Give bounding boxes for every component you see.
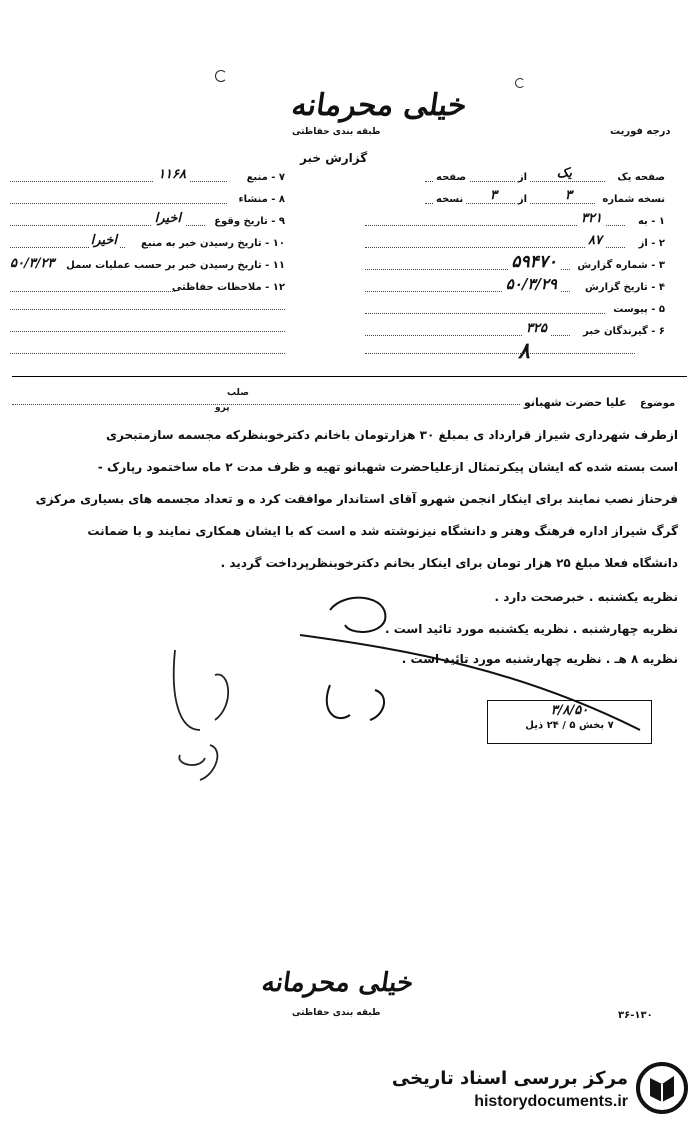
right-field-row: ۳ - شماره گزارش ۵۹۴۷۰ <box>365 256 665 278</box>
right-field-row: ۵ - پیوست <box>365 300 665 322</box>
body-line: گرگ شیراز اداره فرهنگ وهنر و دانشگاه نیزنوشته شد ه است که با ایشان همکاری نمایند و با ضمانت <box>87 524 678 538</box>
report-date-value: ۵۰/۳/۲۹ <box>503 275 560 293</box>
left-field-row: ۱۰ - تاریخ رسیدن خبر به منبع اخیرا <box>10 234 285 256</box>
handwritten-marks <box>0 580 700 800</box>
dotted-line <box>10 353 285 354</box>
recipients-value: ۳۲۵ <box>523 321 550 336</box>
report-number-value: ۵۹۴۷۰ <box>508 252 560 272</box>
signature-stroke <box>179 745 217 780</box>
classification-title: خیلی محرمانه <box>289 88 470 123</box>
body-line: فرحناز نصب نمایند برای اینکار انجمن شهرو آقای استاندار موافقت کرد ه و تعداد مجسمه های بسیاری مرکزی <box>35 492 678 506</box>
form-code: ۳۶-۱۳۰ <box>618 1010 653 1021</box>
copy-number-value: ۳ <box>562 188 575 203</box>
copy-row: نسخه شماره ۳ از ۳ نسخه <box>365 190 665 212</box>
archive-logo <box>636 1062 688 1114</box>
opinion-line: نظریه چهارشنبه . نظریه یکشنبه مورد تائید است . <box>384 622 678 636</box>
receipt-stamp: ۳/۸/۵۰ ۷ بخش ۵ / ۲۴ ذیل <box>487 700 652 744</box>
left-field-row: ۷ - منبع ۱۱۶۸ <box>10 168 285 190</box>
footer-subclassification: طبقه بندی حفاظتی <box>292 1008 381 1018</box>
initial-mark <box>330 598 385 632</box>
dotted-line <box>365 353 635 354</box>
left-field-row: ۹ - تاریخ وقوع اخیرا <box>10 212 285 234</box>
header-rule <box>12 376 687 377</box>
from-value: ۸۷ <box>585 233 605 248</box>
dotted-line <box>10 331 285 332</box>
report-title: گزارش خبر <box>300 151 368 165</box>
body-line: ازطرف شهرداری شیراز قرارداد ی بمبلغ ۳۰ هزارتومان باخانم دکترخوبنظرکه مجسمه سازمتبحری <box>106 428 678 442</box>
archive-name: مرکز بررسی اسناد تاریخی <box>391 1068 628 1089</box>
left-field-list <box>10 168 285 300</box>
dotted-line <box>10 309 285 310</box>
right-field-row: ۴ - تاریخ گزارش ۵۰/۳/۲۹ <box>365 278 665 300</box>
left-field-row: ۱۲ - ملاحظات حفاظتی <box>10 278 285 300</box>
receipt-date-value: ۵۰/۳/۲۳ <box>10 256 55 271</box>
punch-hole-mark <box>515 78 525 88</box>
subject-label: موضوع <box>640 398 676 409</box>
page-value: یک <box>554 166 575 181</box>
subject-box: صلب پرو <box>215 388 249 413</box>
left-field-row: ۱۱ - تاریخ رسیدن خبر بر حسب عملیات سمل ۵۰/۳/۲۳ <box>10 256 285 271</box>
body-line: دانشگاه فعلا مبلغ ۲۵ هزار تومان برای اینکار بخانم دکترخوبنظرپرداخت گردید . <box>220 556 678 570</box>
signature-stroke <box>327 685 384 720</box>
right-field-list <box>365 212 665 344</box>
recipients-extra-value: ۸ <box>518 338 530 364</box>
right-field-row: ۲ - از ۸۷ <box>365 234 665 256</box>
footer-classification: خیلی محرمانه <box>259 968 416 998</box>
signature-stroke <box>174 650 228 730</box>
subject-value: علیا حضرت شهبانو <box>520 396 631 409</box>
left-field-row: ۸ - منشاء <box>10 190 285 212</box>
to-value: ۳۲۱ <box>578 211 605 226</box>
classification-subtitle: طبقه بندی حفاظتی <box>292 127 381 137</box>
archive-site[interactable]: historydocuments.ir <box>474 1093 628 1110</box>
book-icon <box>636 1062 688 1114</box>
source-value: ۱۱۶۸ <box>154 167 190 182</box>
urgency-label: درجه فوریت <box>610 126 671 137</box>
punch-hole-mark <box>215 70 227 82</box>
opinion-line: نظریه ۸ هـ . نظریه چهارشنبه مورد تائید است . <box>401 652 678 666</box>
source-receipt-date-value: اخیرا <box>90 233 117 248</box>
page-row: صفحه یک یک از صفحه <box>365 168 665 190</box>
body-line: است بسته شده که ایشان پیکرتمثال ازعلیاحضرت شهبانو تهیه و ظرف مدت ۲ ماه ساختمود رپارک - <box>97 460 678 474</box>
copy-total-value: ۳ <box>487 188 500 203</box>
occurrence-date-value: اخیرا <box>151 211 185 226</box>
right-field-row: ۶ - گیرندگان خبر ۳۲۵ <box>365 322 665 344</box>
right-field-row: ۱ - به ۳۲۱ <box>365 212 665 234</box>
opinion-line: نظریه یکشنبه . خبرصحت دارد . <box>494 590 678 604</box>
